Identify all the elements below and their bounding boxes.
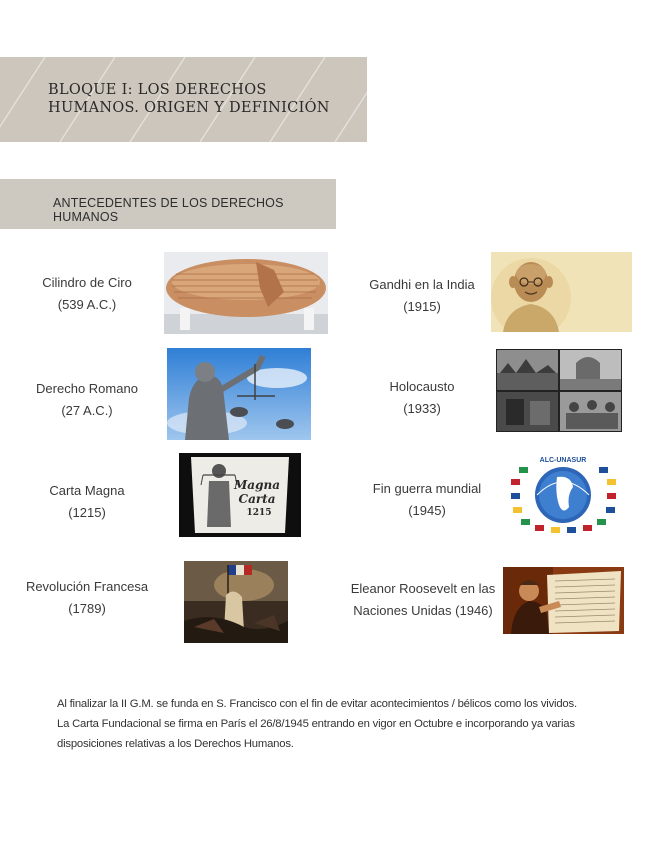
title-line-1: BLOQUE I: LOS DERECHOS — [48, 82, 267, 98]
item-date: (1933) — [403, 401, 441, 416]
footer-paragraph — [57, 694, 617, 754]
magna-text: Magna — [234, 478, 280, 492]
section-title-band — [0, 57, 367, 142]
item-name: Cilindro de Ciro — [42, 275, 132, 290]
item-cyrus-cylinder — [22, 272, 152, 316]
gandhi-portrait-image — [491, 252, 632, 332]
justice-statue-image — [167, 348, 311, 440]
item-name: Fin guerra mundial — [372, 481, 482, 496]
item-name: Gandhi en la India — [369, 277, 475, 292]
item-name: Holocausto — [389, 379, 455, 394]
item-date: Naciones Unidas (1946) — [353, 603, 493, 618]
item-name: Revolución Francesa — [25, 579, 149, 594]
item-magna-carta — [22, 480, 152, 524]
footer-line-2: La Carta Fundacional se firma en París el 26/8/1945 entrando en vigor en Octubre e incorporando ya varias — [57, 718, 575, 730]
item-date: (1215) — [68, 505, 106, 520]
year-text: 1215 — [246, 508, 272, 518]
item-french-revolution — [22, 576, 152, 620]
item-name: Derecho Romano — [36, 381, 138, 396]
magna-carta-image — [179, 453, 301, 537]
holocaust-photos-image — [496, 349, 622, 432]
item-holocaust — [355, 376, 489, 420]
page-title — [48, 81, 358, 117]
item-date: (1915) — [403, 299, 441, 314]
title-line-2: HUMANOS. ORIGEN Y DEFINICIÓN — [48, 100, 330, 116]
carta-text: Carta — [238, 492, 276, 506]
item-end-of-war — [355, 478, 499, 522]
item-date: (539 A.C.) — [57, 297, 117, 312]
footer-line-3: disposiciones relativas a los Derechos Humanos. — [57, 738, 294, 750]
item-eleanor-roosevelt — [340, 578, 506, 622]
item-date: (1945) — [408, 503, 446, 518]
item-name: Eleanor Roosevelt en las — [350, 581, 496, 596]
un-flags-emblem-image — [507, 449, 620, 536]
subtitle-band — [0, 179, 336, 229]
item-date: (27 A.C.) — [61, 403, 113, 418]
cyrus-cylinder-image — [164, 252, 328, 334]
section-subtitle: ANTECEDENTES DE LOS DERECHOS HUMANOS — [53, 196, 284, 224]
item-name: Carta Magna — [49, 483, 125, 498]
item-roman-law — [22, 378, 152, 422]
liberty-leading-people-image — [184, 561, 288, 643]
item-gandhi — [355, 274, 489, 318]
item-date: (1789) — [68, 601, 106, 616]
emblem-logo-text: ALC-UNASUR — [539, 457, 587, 464]
eleanor-roosevelt-declaration-image — [503, 567, 624, 634]
footer-line-1: Al finalizar la II G.M. se funda en S. Francisco con el fin de evitar acontecimientos / bélicos como los vividos. — [57, 698, 577, 710]
